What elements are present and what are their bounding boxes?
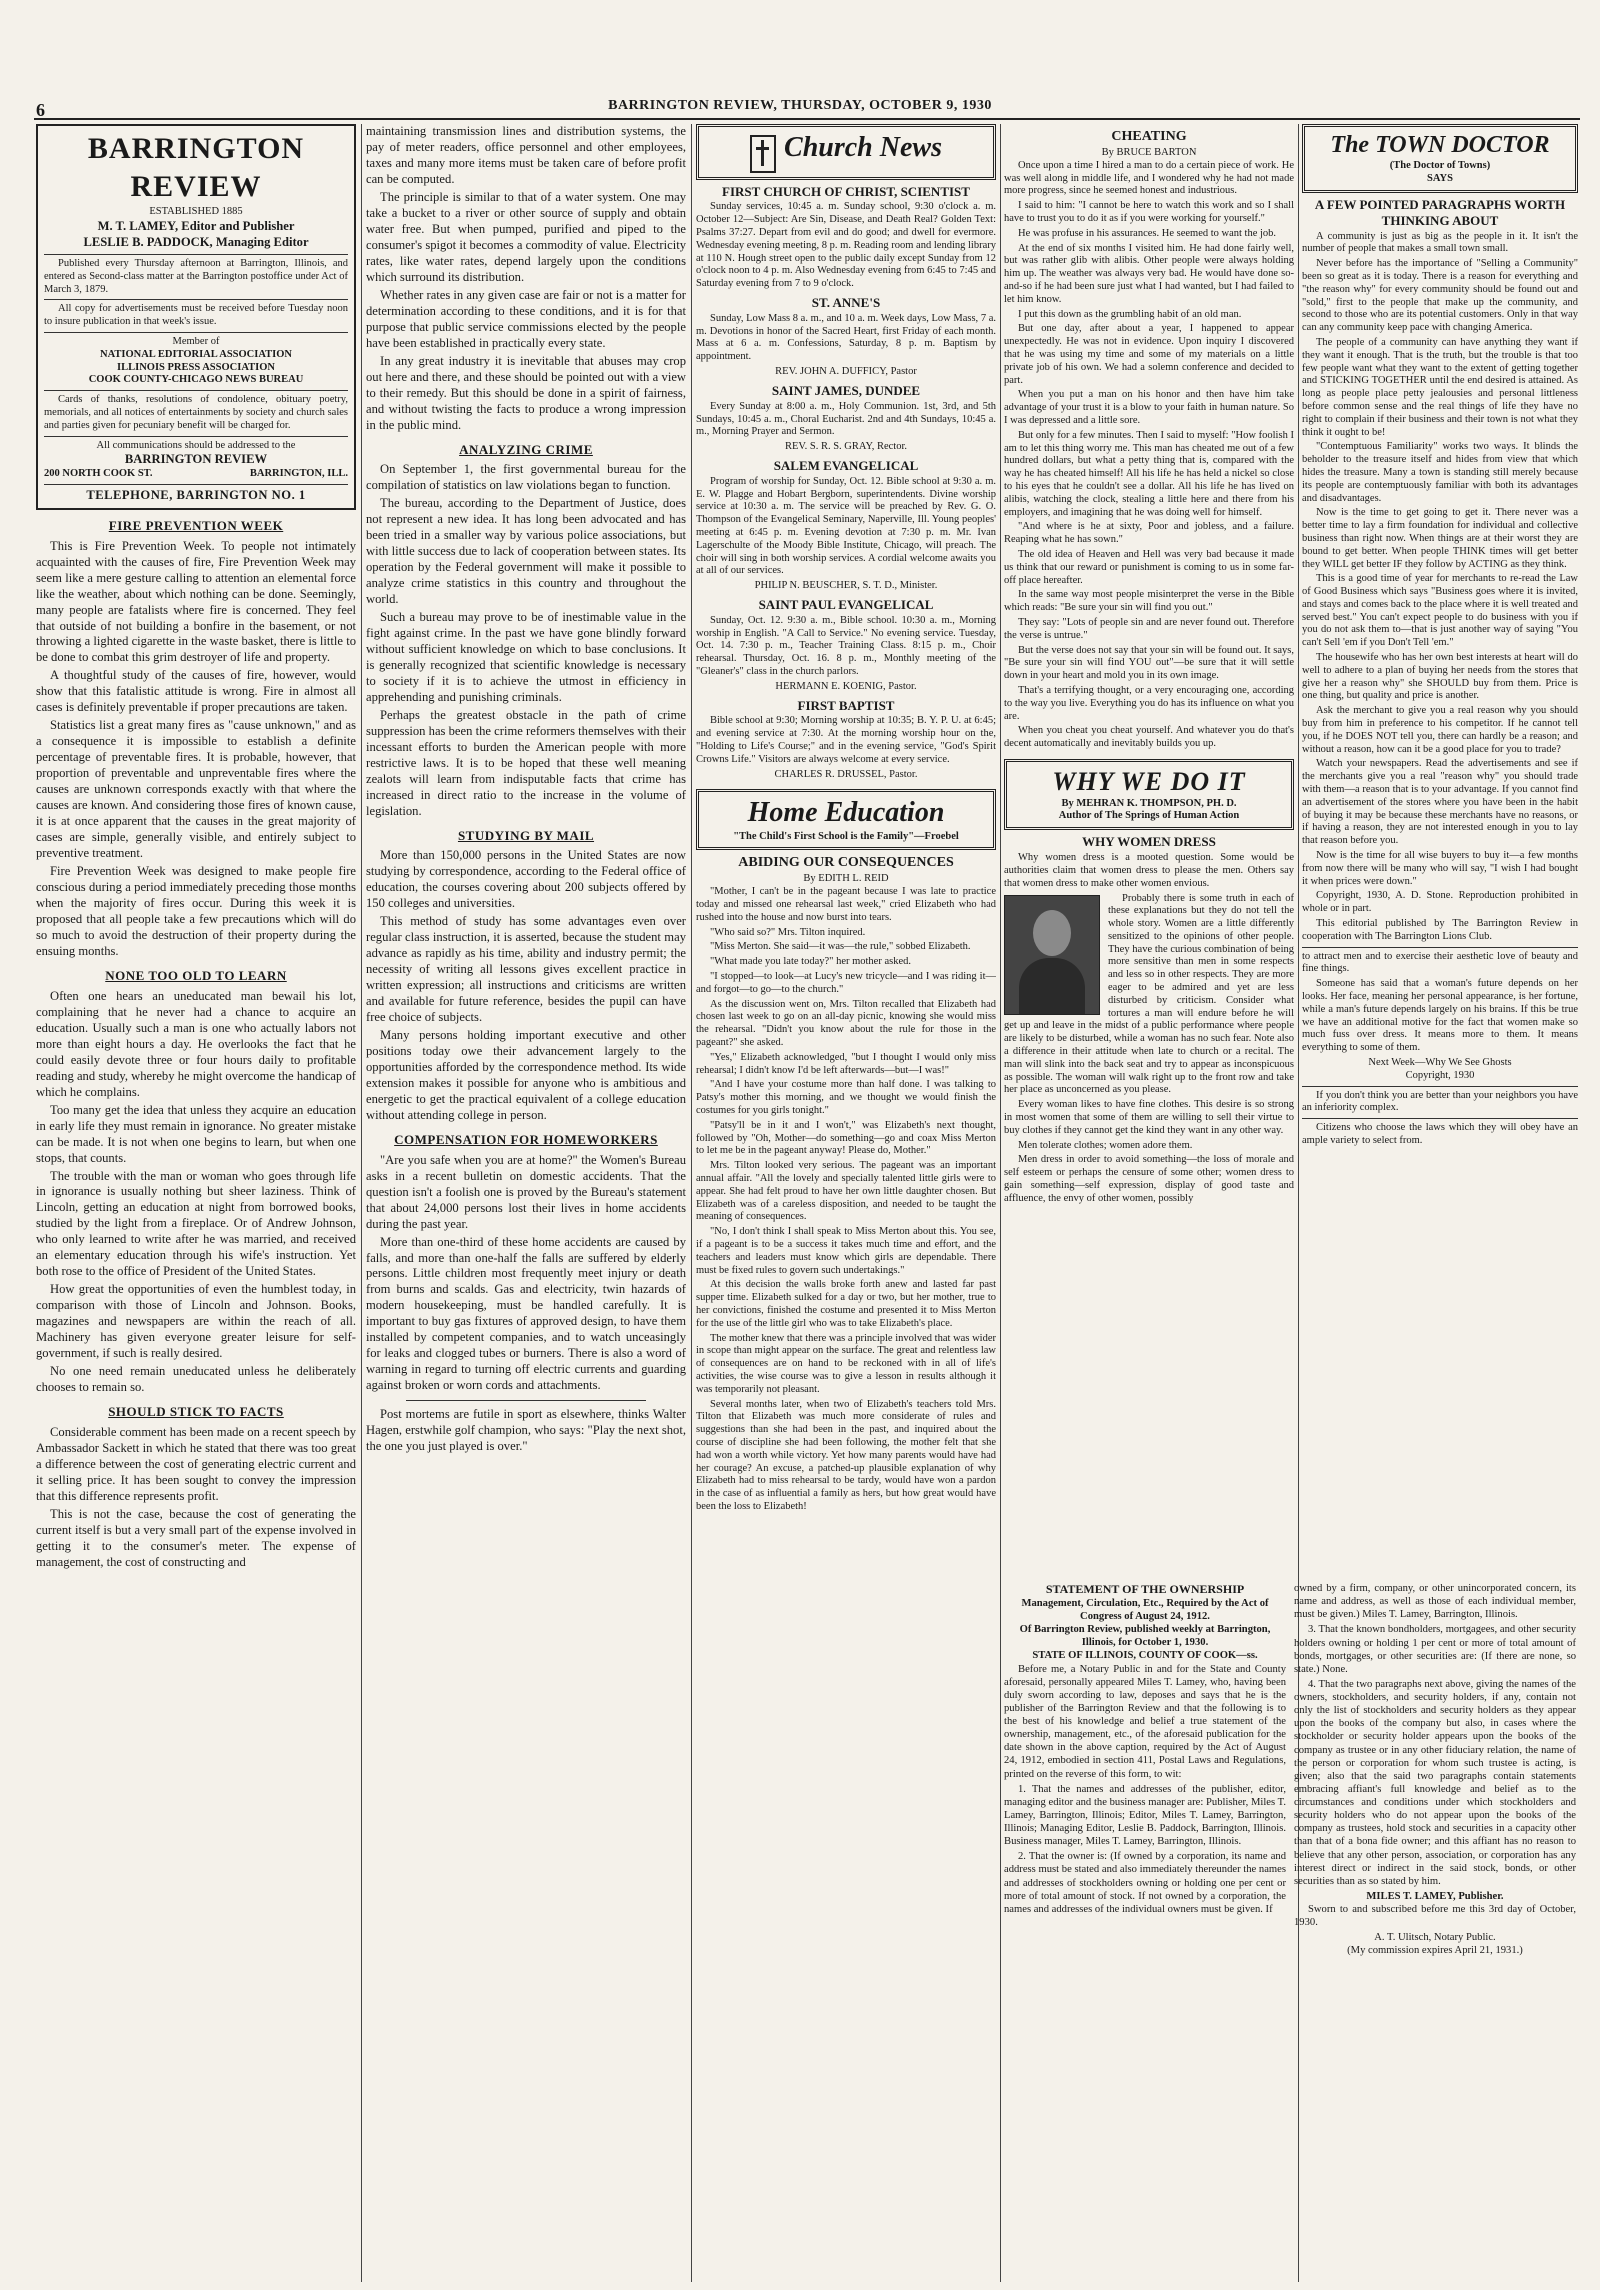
next-week-line: Next Week—Why We See Ghosts <box>1368 1056 1512 1068</box>
article-paragraph: Ask the merchant to give you a real reason why you should buy from him in preference to his competitor. If he cannot tell you, if he DOES NOT tell you, there can hardly be a reason; and without a reason, how can it be a good place for you to trade? <box>1302 705 1578 755</box>
article-paragraph: "Yes," Elizabeth acknowledged, "but I thought I would only miss rehearsal; I didn't know I'd be left afterwards—but—I was!" <box>696 1051 996 1076</box>
statement-subtitle: Management, Circulation, Etc., Required by the Act of Congress of August 24, 1912. <box>1021 1597 1269 1622</box>
commission-expiry: (My commission expires April 21, 1931.) <box>1347 1945 1523 1957</box>
article-paragraph: Several months later, when two of Elizabeth's teachers told Mrs. Tilton that Elizabeth was much more considerate of rules and suggestions than she had been in the past, and inquired about the course of discipline she had been following, the mother felt that she had won a worth while victory. Yet how many parents would have had her courage? An excuse, a patched-up plausible explanation of why Elizabeth had to miss rehearsal to be tardy, would have won a pardon in the case of as influential a family as hers, but how great would have been the loss to Elizabeth! <box>696 1398 996 1512</box>
article-paragraph: The bureau, according to the Department of Justice, does not represent a new idea. It has long been advocated and has been tried in a smaller way by various police associations, but with little success due to lack of cooperation between states. Its operation by the Federal government will make it possible to analyze crime statistics in this country and throughout the world. <box>366 496 686 607</box>
church-schedule: Bible school at 9:30; Morning worship at 10:35; B. Y. P. U. at 6:45; and evening service at 7:30. At the morning worship hour on the, "Holding to Life's Course;" and in the evening service, "God's Spirit Crowns Life." Visitors are always welcome at every service. <box>696 715 996 765</box>
article-paragraph: "Who said so?" Mrs. Tilton inquired. <box>710 926 866 938</box>
column-divider <box>1298 124 1299 2282</box>
banner-title: Home Education <box>747 797 945 829</box>
article-headline: FIRE PREVENTION WEEK <box>108 518 284 534</box>
author-portrait <box>1004 895 1100 1015</box>
article-paragraph: The people of a community can have anything they want if they want it enough. That is the truth, but the trouble is that too few people want what they want to the extent of getting together and STICKING TOGETHER until the end desired is attained. As long as people place petty jealousies and personal littleness before common sense and the real things of life they have no right to complain if their business and their town is not what they think it ought to be! <box>1302 336 1578 438</box>
statement-column-left <box>1004 1582 1286 1918</box>
article-paragraph: At the end of six months I visited him. He had done fairly well, but was rather glib with alibis. Other people were always holding him up. The weather was always very bad. He would have done so-and-so if he had been sure just what I had wanted, but I had failed to let him know. <box>1004 242 1294 305</box>
article-headline: STUDYING BY MAIL <box>457 827 595 843</box>
association-name: NATIONAL EDITORIAL ASSOCIATION <box>100 348 292 360</box>
street-address: 200 NORTH COOK ST. <box>44 468 153 480</box>
statement-signature: MILES T. LAMEY, Publisher. <box>1366 1890 1504 1902</box>
article-paragraph: "And I have your costume more than half done. I was talking to Patsy's mother this morning, and we thought we would finish the costumes for you girls tonight." <box>696 1079 996 1117</box>
article-paragraph: But the verse does not say that your sin will be found out. It says, "Be sure your sin will find YOU out"—be sure that it will settle down in your heart and mold you in its own image. <box>1004 644 1294 682</box>
pastor-signature: REV. JOHN A. DUFFICY, Pastor <box>775 366 917 378</box>
article-paragraph: When you put a man on his honor and then have him take advantage of your trust it is a blow to your faith in human nature. So I was depressed and a little sore. <box>1004 389 1294 427</box>
church-name: ST. ANNE'S <box>811 295 881 311</box>
statement-paragraph: 2. That the owner is: (If owned by a corporation, its name and address must be stated and also immediately thereunder the names and addresses of stockholders owning or holding one per cent or more of total amount of stock. If not owned by a corporation, the names and addresses of the individual owners must be given. If <box>1004 1851 1286 1915</box>
article-headline: A FEW POINTED PARAGRAPHS WORTH THINKING ABOUT <box>1314 196 1566 228</box>
church-schedule: Every Sunday at 8:00 a. m., Holy Communion. 1st, 3rd, and 5th Sundays, 10:45 a. m., Choral Eucharist. 2nd and 4th Sundays, 10:45 a. m., Morning Prayer and Sermon. <box>696 400 996 438</box>
article-paragraph: In the same way most people misinterpret the verse in the Bible which reads: "Be sure your sin will find you out." <box>1004 589 1294 614</box>
article-paragraph: "Miss Merton. She said—it was—the rule," sobbed Elizabeth. <box>710 941 971 953</box>
article-headline: ABIDING OUR CONSEQUENCES <box>738 855 954 871</box>
statement-state: STATE OF ILLINOIS, COUNTY OF COOK—ss. <box>1032 1650 1258 1662</box>
article-paragraph: Post mortems are futile in sport as elsewhere, thinks Walter Hagen, erstwhile golf champion, who says: "Play the next shot, the one you just played is over." <box>366 1407 686 1454</box>
article-paragraph: A community is just as big as the people in it. It isn't the number of people that makes a small town small. <box>1302 230 1578 255</box>
article-paragraph: Considerable comment has been made on a recent speech by Ambassador Sackett in which he stated that there was too great a difference between the cost of generating electric current and it selling price. It has been sought to convey the impression that this difference represents profit. <box>36 1424 356 1503</box>
column-divider <box>1000 124 1001 2282</box>
banner-subtitle: (The Doctor of Towns) <box>1389 160 1491 172</box>
publication-notice: Published every Thursday afternoon at Barrington, Illinois, and entered as Second-class matter at the Barrington postoffice under Act of March 3, 1879. <box>44 257 348 295</box>
article-paragraph: The trouble with the man or woman who goes through life in ignorance is usually nothing but sheer laziness. Think of Lincoln, getting an education at night from borrowed books, studied by the light from a fireplace. Or of Andrew Johnson, who only learned to write after he was married, and received an elementary education through his wife's instruction. Yet both rose to the office of President of the United States. <box>36 1168 356 1279</box>
article-paragraph: Watch your newspapers. Read the advertisements and see if the merchants give you a real "reason why" you should trade with them—a reason that is to your advantage. If you cannot find an advertisement of the stores where you have been in the habit of buying it may be because these merchants have no reasons, or if having a reason, they are not interested enough in you to lay that reason before you. <box>1302 758 1578 847</box>
pastor-signature: CHARLES R. DRUSSEL, Pastor. <box>774 768 918 780</box>
church-news-banner <box>696 124 996 180</box>
column-3 <box>696 124 996 2282</box>
article-paragraph: Citizens who choose the laws which they will obey have an ample variety to select from. <box>1302 1122 1578 1146</box>
city-address: BARRINGTON, ILL. <box>249 468 348 480</box>
article-paragraph: Now is the time to get going to get it. There never was a better time to lay a firm foundation for individual and collective business than right now. When things are at their worst they are bound to get better. When people THINK times will get better they WILL get better IF they follow by ACTING as they think. <box>1302 507 1578 570</box>
pastor-signature: HERMANN E. KOENIG, Pastor. <box>775 680 917 692</box>
article-paragraph: Why women dress is a mooted question. Some would be authorities claim that women dress to please the men. Others say that women dress to make other women envious. <box>1004 852 1294 889</box>
statement-title: STATEMENT OF THE OWNERSHIP <box>1045 1582 1245 1596</box>
church-schedule: Program of worship for Sunday, Oct. 12. Bible school at 9:30 a. m. E. W. Plagge and Hobart Bergborn, superintendents. Divine worship service at 10:30 a. m. The service will be preached by Rev. G. O. Thompson of the Evangelical Seminary, Naperville, Ill. Young peoples' meeting at 6:45 p. m. Evening devotion at 7:30 p. m. Mr. Ivan Lagerschulte of the Moody Bible Institute, Chicago, will preach. The choir will sing in both worship services. A cordial welcome awaits you at all of our services. <box>696 475 996 577</box>
home-education-banner <box>696 789 996 850</box>
article-paragraph: How great the opportunities of even the humblest today, in comparison with those of Lincoln and Johnson. Books, magazines and newspapers are within the reach of all. Machinery has given everyone greater leisure for self-government, if such is really desired. <box>36 1282 356 1361</box>
article-headline: WHY WOMEN DRESS <box>1082 834 1216 850</box>
article-paragraph: Perhaps the greatest obstacle in the path of crime suppression has been the crime reformers themselves with their incessant efforts to burden the American people with more restrictive laws. It is to be hoped that these well meaning zealots will learn from indisputable facts that crime has increased in direct ratio to the increase in the volume of legislation. <box>366 707 686 818</box>
banner-title: Church News <box>784 132 942 163</box>
banner-says: SAYS <box>1427 173 1453 185</box>
church-schedule: Sunday, Low Mass 8 a. m., and 10 a. m. Week days, Low Mass, 7 a. m. Devotions in honor of the Sacred Heart, first Friday of each month. Mass at 6 a. m. Confessions, Saturday, 8 p. m. Baptism by appointment. <box>696 312 996 363</box>
article-paragraph: Never before has the importance of "Selling a Community" been so great as it is today. There is a reason for everything and "the reason why" for every community should be found out and "sold," first to the people that make up the community, and second to those who are its potential customers. Only in that way can any community keep pace with changing America. <box>1302 258 1578 334</box>
article-paragraph: "Are you safe when you are at home?" the Women's Bureau asks in a recent bulletin on domestic accidents. That the question isn't a foolish one is proved by the Bureau's statement that about 24,000 persons lost their lives in home accidents during the past year. <box>366 1152 686 1231</box>
church-name: FIRST BAPTIST <box>797 697 895 713</box>
banner-title: WHY WE DO IT <box>1052 766 1246 796</box>
member-label: Member of <box>172 335 220 347</box>
article-paragraph: Once upon a time I hired a man to do a certain piece of work. He was well along in middle life, and I wondered why he had not made more progress, since he seemed honest and industrious. <box>1004 159 1294 197</box>
article-paragraph: Many persons holding important executive and other positions today owe their advancement largely to the opportunities afforded by the correspondence method. Its wide extension makes it possible for anyone who is ambitious and energetic to get the practical equivalent of a college education without attending college in person. <box>366 1028 686 1123</box>
copy-notice: All copy for advertisements must be received before Tuesday noon to insure publication in that week's issue. <box>44 303 348 328</box>
masthead-title: BARRINGTON REVIEW <box>87 132 305 204</box>
article-paragraph: They say: "Lots of people sin and are never found out. Therefore the verse is untrue." <box>1004 616 1294 641</box>
article-paragraph: The housewife who has her own best interests at heart will do well to adhere to a plan of buying her needs from the stores that give her a reason why" she SHOULD buy from them. Price is one thing, but quality and price is another. <box>1302 652 1578 702</box>
banner-byline: By MEHRAN K. THOMPSON, PH. D. <box>1061 797 1237 809</box>
article-paragraph: But one day, after about a year, I happened to appear unexpectedly. He was not in evidence. Upon inquiry I discovered that he was using my time and some of my materials on a little private job of his own. We had a solemn conference and decided to part. <box>1004 323 1294 386</box>
pastor-signature: REV. S. R. S. GRAY, Rector. <box>784 441 908 453</box>
article-paragraph: to attract men and to exercise their aesthetic love of beauty and fine things. <box>1302 950 1578 975</box>
address-title: BARRINGTON REVIEW <box>124 452 268 467</box>
cards-notice: Cards of thanks, resolutions of condolence, obituary poetry, memorials, and all notices of entertainments by society and church sales and parties given for pecuniary benefit will be charged for. <box>44 394 348 431</box>
article-paragraph: In any great industry it is inevitable that abuses may crop out here and there, and these should be pointed out with a view to their remedy. But this should be done in a spirit of fairness, and without twisting the facts to produce a wrong impression in the public mind. <box>366 353 686 432</box>
article-paragraph: The old idea of Heaven and Hell was very bad because it made us think that our reward or punishment is coming to us in some far-off place hereafter. <box>1004 548 1294 586</box>
editor-line: M. T. LAMEY, Editor and Publisher <box>97 218 295 233</box>
statement-paragraph: Before me, a Notary Public in and for the State and County aforesaid, personally appeared Miles T. Lamey, who, having been duly sworn according to law, deposes and says that he is the publisher of the Barrington Review and that the following is to the best of his knowledge and belief a true statement of the ownership, management, etc., of the aforesaid publication for the date shown in the above caption, required by the Act of August 24, 1912, embodied in section 411, Postal Laws and Regulations, printed on the reverse of this form, to wit: <box>1004 1663 1286 1780</box>
statement-publication: Of Barrington Review, published weekly at Barrington, Illinois, for October 1, 1930. <box>1019 1624 1271 1649</box>
article-paragraph: Men dress in order to avoid something—the loss of morale and self esteem or perhaps the censure of some other; women dress to gain something—self expression, display of good taste and affluence, the envy of other women, possibly <box>1004 1154 1294 1204</box>
statement-paragraph: 1. That the names and addresses of the publisher, editor, managing editor and the business manager are: Publisher, Miles T. Lamey, Barrington, Illinois; Editor, Miles T. Lamey, Barrington, Illinois; Managing Editor, Leslie B. Paddock, Barrington, Illinois. Business manager, Miles T. Lamey, Barrington, Illinois. <box>1004 1783 1286 1848</box>
article-paragraph: Statistics list a great many fires as "cause unknown," and as a consequence it is impossible to establish a definite percentage of preventable fires. It is probable, however, that proportion of preventable and unpreventable fires where the causes are unknown corresponds exactly with that where the causes are known. And considering those fires of known cause, it is at once apparent that the causes in the great majority of cases are simple, generally visible, and entirely subject to preventive treatment. <box>36 718 356 861</box>
column-1 <box>36 124 356 2282</box>
article-headline: COMPENSATION FOR HOMEWORKERS <box>394 1132 658 1148</box>
article-paragraph: A thoughtful study of the causes of fire, however, would show that this fatalistic attitude is wrong. Fire in almost all cases is definitely preventable if proper precautions are taken. <box>36 668 356 715</box>
article-headline: CHEATING <box>1111 129 1187 144</box>
article-paragraph: On September 1, the first governmental bureau for the compilation of statistics on law violations began to function. <box>366 462 686 493</box>
church-schedule: Sunday services, 10:45 a. m. Sunday school, 9:30 o'clock a. m. October 12—Subject: Are Sin, Disease, and Death Real? Golden Text: Psalms 37:27. Depart from evil and do good; and dwell for evermore. Wednesday evening meeting, 8 p. m. Reading room and lending library at 110 N. Hough street open to the public daily except Sunday from 12 o'clock noon to 4 p. m. Also Wednesday evening from 6:45 to 7:45 and Saturday evening from 7 to 9 o'clock. <box>696 201 996 290</box>
town-doctor-banner <box>1302 124 1578 193</box>
copyright-line: Copyright, 1930, A. D. Stone. Reproduction prohibited in whole or in part. <box>1302 890 1578 915</box>
article-paragraph: "Mother, I can't be in the pageant because I was late to practice today and missed one rehearsal last week," cried Elizabeth who had rushed into the house and now burst into tears. <box>696 886 996 923</box>
church-name: SALEM EVANGELICAL <box>773 457 919 473</box>
article-paragraph: "No, I don't think I shall speak to Miss Merton about this. You see, if a pageant is to be a success it takes much time and effort, and the teachers and leaders must know which girls are dependable. There must be fixed rules to govern such undertakings." <box>696 1226 996 1276</box>
article-paragraph: When you cheat you cheat yourself. And whatever you do that's decent automatically and inevitably builds you up. <box>1004 725 1294 750</box>
established-line: ESTABLISHED 1885 <box>149 206 243 218</box>
article-headline: NONE TOO OLD TO LEARN <box>105 968 287 984</box>
article-paragraph: "Contemptuous Familiarity" works two ways. It blinds the beholder to the treasure itself and hides from view that which hides the treasure. Many a town is standing still merely because its people are contemptuously familiar with both its advantages and disadvantages. <box>1302 441 1578 504</box>
article-byline: By EDITH L. REID <box>803 873 889 885</box>
statement-column-right <box>1294 1582 1576 1958</box>
article-paragraph: This editorial published by The Barrington Review in cooperation with The Barrington Lions Club. <box>1302 918 1578 942</box>
article-paragraph: More than 150,000 persons in the United States are now studying by correspondence, according to the Federal office of education, the courses covering about 200 subjects offered by 150 colleges and universities. <box>366 848 686 911</box>
banner-title: The TOWN DOCTOR <box>1330 132 1550 158</box>
article-paragraph: More than one-third of these home accidents are caused by falls, and more than one-half the falls are suffered by elderly persons. Little children most frequently meet injury or death from burns and scalds. Gas and electricity, twin hazards of modern housekeeping, must be handled carefully. It is important to buy gas fixtures of approved design, to have them installed by competent companies, and to watch unceasingly for leaks and clogged tubes or burners. There is also a word of warning in regard to turning off electric currents and guarding against broken or worn cords and attachments. <box>366 1234 686 1393</box>
article-paragraph: The mother knew that there was a principle involved that was wider in scope than might appear on the surface. The great and relentless law of consequences are on hand to be reckoned with in all of life's activities, the wise course was to give a lesson in results although it was temporarily not pleasant. <box>696 1332 996 1395</box>
column-divider <box>691 124 692 2282</box>
folio-line: BARRINGTON REVIEW, THURSDAY, OCTOBER 9, 1930 <box>608 98 992 113</box>
article-paragraph: Mrs. Tilton looked very serious. The pageant was an important annual affair. "All the lovely and specially talented little girls were to appear. She had felt proud to have her own little daughter chosen. But Elizabeth was of a careless disposition, and needed to be taught the meaning of consequences. <box>696 1160 996 1223</box>
article-paragraph: Probably there is some truth in each of these explanations but they do not tell the whole story. Women are a little differently sensitized to the opinions of other people. They have the curious combination of being more sensitive than men in some respects and less so in other respects. They are more eager to be admired and yet are less disturbed by criticism. Consider what tortures a man will endure before he will get up and leave in the midst of a public performance where people are likely to be disturbed, while a woman has no such fear. Note also a difference in their attitude when late to church or a recital. The man will slink into the back seat and try to appear as inconspicuous as possible. The woman will walk right up to the front row and take her place as unconcerned as you please. <box>1004 892 1294 1096</box>
article-paragraph: That's a terrifying thought, or a very encouraging one, according to the way you live. Everything you do has its influence on what you are. <box>1004 684 1294 722</box>
why-we-do-it-banner <box>1004 759 1294 830</box>
article-headline: SHOULD STICK TO FACTS <box>108 1404 284 1420</box>
article-paragraph: maintaining transmission lines and distribution systems, the pay of meter readers, office personnel and other employees, taxes and many more items must be taken care of before profit can be computed. <box>366 124 686 186</box>
page-number: 6 <box>36 100 45 120</box>
article-byline: By BRUCE BARTON <box>1101 147 1197 159</box>
article-paragraph: Fire Prevention Week was designed to make people fire conscious during a period immediately preceding those months when the majority of fires occur. During this week it is proposed that all people take a few precautions which will do so much to avoid the destruction of their property during the ensuing months. <box>36 864 356 959</box>
association-name: ILLINOIS PRESS ASSOCIATION <box>117 361 275 373</box>
article-paragraph: Every woman likes to have fine clothes. This desire is so strong in most women that some of them are willing to sell their virtue to buy clothes if they cannot get the kind they want in any other way. <box>1004 1099 1294 1136</box>
article-paragraph: The principle is similar to that of a water system. One may take a bucket to a river or other source of supply and obtain water free. But when pumped, purified and piped to the consumer's spigot it becomes a commodity of value. Electricity rates, like water rates, depend largely upon the conditions which surround its distribution. <box>366 189 686 284</box>
telephone-line: TELEPHONE, BARRINGTON NO. 1 <box>86 488 306 503</box>
managing-editor-line: LESLIE B. PADDOCK, Managing Editor <box>83 234 309 249</box>
article-paragraph: Too many get the idea that unless they acquire an education in early life they must remain in ignorance. No greater mistake can be made. It is not when one begins to learn, but when one stops, that counts. <box>36 1102 356 1165</box>
banner-author-note: Author of The Springs of Human Action <box>1058 810 1240 822</box>
statement-paragraph: Sworn to and subscribed before me this 3rd day of October, 1930. <box>1294 1904 1576 1929</box>
article-paragraph: I said to him: "I cannot be here to watch this work and so I shall have to trust you to do it as if you were working for yourself." <box>1004 200 1294 225</box>
banner-subtitle: "The Child's First School is the Family"—Froebel <box>733 830 959 842</box>
article-paragraph: Men tolerate clothes; women adore them. <box>1018 1139 1193 1151</box>
article-paragraph: Now is the time for all wise buyers to buy it—a few months from now there will be many who will say, "I wish I had bought it when prices were down." <box>1302 850 1578 887</box>
article-paragraph: If you don't think you are better than your neighbors you have an inferiority complex. <box>1302 1089 1578 1114</box>
column-4 <box>1004 124 1294 1575</box>
column-2 <box>366 124 686 2282</box>
masthead <box>36 124 356 510</box>
column-5 <box>1302 124 1578 1575</box>
article-paragraph: Such a bureau may prove to be of inestimable value in the fight against crime. In the past we have gone blindly forward without sufficient knowledge on which to base conclusions. It is generally recognized that scientific knowledge is necessary to society if it is to achieve the utmost in efficiency in apprehending and punishing criminals. <box>366 610 686 704</box>
cross-icon <box>750 135 776 173</box>
statement-paragraph: 3. That the known bondholders, mortgagees, and other security holders owning or holding 1 per cent or more of total amount of bonds, mortgages, or other securities are: (If there are none, so state.) None. <box>1294 1624 1576 1675</box>
article-paragraph: "What made you late today?" her mother asked. <box>710 956 911 968</box>
association-name: COOK COUNTY-CHICAGO NEWS BUREAU <box>88 374 304 386</box>
article-paragraph: Often one hears an uneducated man bewail his lot, complaining that he never had a chance to acquire an education. Usually such a man is one who actually labors not more than eight hours a day. He overlooks the fact that he could easily devote three or four hours daily to profitable reading and study, whereby he might overcome the handicap of which he complains. <box>36 988 356 1099</box>
article-paragraph: This method of study has some advantages even over regular class instruction, it is asserted, because the student may advance as rapidly as his time, ability and industry permit; the necessity of writing all lessons gives excellent practice in written expression; all instructions and criticisms are written and available for future reference, besides the pupil can have free choice of subjects. <box>366 914 686 1025</box>
church-schedule: Sunday, Oct. 12. 9:30 a. m., Bible school. 10:30 a. m., Morning worship in English. "A Call to Service." No evening service. Tuesday, Oct. 14. 7:30 p. m., Teacher Training Class. 8:15 p. m., Choir rehearsal. Thursday, Oct. 16. 8 p. m., Monthly meeting of the "Gleaner's" class in the church parlors. <box>696 614 996 677</box>
article-paragraph: But only for a few minutes. Then I said to myself: "How foolish I am to let this thing worry me. This man has cheated me out of a few hundred dollars, but what a petty thing that is, compared with the way he has cheated himself! All his life he has held a nickel so close to his eyes that he couldn't see a dollar. All his life he has lived on alibis, watching the clock, stealing a little here and there from his employers, and imagining that he was doing well for himself. <box>1004 429 1294 518</box>
church-name: SAINT JAMES, DUNDEE <box>771 382 921 398</box>
article-paragraph: This is a good time of year for merchants to re-read the Law of Good Business which says "Business goes where it is invited, and stays and comes back to the place where it is well treated and served best." You can't expect people to do business with you if you do not ask them to—that is just another way of saying "You can't Sell 'em if you Don't Tell 'em." <box>1302 573 1578 649</box>
article-paragraph: This is Fire Prevention Week. To people not intimately acquainted with the causes of fire, Fire Prevention Week may seem like a mere gesture calling to attention an elemental force like the weather, about which nothing can be done. Seemingly, many people are fatalists where fire is concerned. They feel that outside of not building a bonfire in the basement, or not throwing a lighted cigarette in the waste basket, there is little to be done to combat this grim destroyer of life and property. <box>36 538 356 665</box>
ownership-statement <box>1004 1582 1576 1958</box>
statement-paragraph: 4. That the two paragraphs next above, giving the names of the owners, stockholders, and security holders, if any, contain not only the list of stockholders and security holders as they appear upon the books of the company but also, in cases where the stockholder or security holder appears upon the books of the company as trustee or in any other fiduciary relation, the name of the person or corporation for whom such trustee is acting, is given; also that the said two paragraphs contain statements embracing affiant's full knowledge and belief as to the circumstances and conditions under which stockholders and security holders who do not appear upon the books of the company as trustees, hold stock and securities in a capacity other than that of a bona fide owner; and this affiant has no reason to believe that any other person, association, or corporation has any interest direct or indirect in the said stock, bonds, or other securities than as so stated by him. <box>1294 1678 1576 1887</box>
article-paragraph: He was profuse in his assurances. He seemed to want the job. <box>1018 227 1277 239</box>
article-paragraph: "Patsy'll be in it and I won't," was Elizabeth's next thought, followed by "Oh, Mother—do something—go and coax Miss Merton to let me be in the pageant anyway! Please do, Mother." <box>696 1119 996 1157</box>
article-paragraph: At this decision the walls broke forth anew and lasted far past supper time. Elizabeth sulked for a day or two, but her mother, true to her convictions, finished the costume and presented it to Miss Merton for the use of the little girl who was to take Elizabeth's place. <box>696 1279 996 1329</box>
column-divider <box>361 124 362 2282</box>
article-paragraph: This is not the case, because the cost of generating the current itself is but a very small part of the expense involved in getting it to the consumer's meter. The expense of management, the cost of constructing and <box>36 1506 356 1569</box>
church-name: FIRST CHURCH OF CHRIST, SCIENTIST <box>722 183 970 199</box>
top-rule <box>34 118 1580 120</box>
article-paragraph: Whether rates in any given case are fair or not is a matter for determination according to these conditions, and it is for that purpose that public service commissions elected by the people have been established in practically every state. <box>366 287 686 350</box>
article-paragraph: Someone has said that a woman's future depends on her looks. Her face, meaning her personal appearance, is her fortune, while a man's future depends largely on his brains. If this be true we have an additional motive for the fact that women make so much fuss over dress. It means more to them. It means everything to some of them. <box>1302 978 1578 1054</box>
statement-paragraph: owned by a firm, company, or other unincorporated concern, its name and address, as well as those of each individual member, must be given.) Miles T. Lamey, Barrington, Illinois. <box>1294 1583 1576 1621</box>
article-paragraph: No one need remain uneducated unless he deliberately chooses to remain so. <box>36 1364 356 1395</box>
copyright-line: Copyright, 1930 <box>1405 1069 1475 1081</box>
article-paragraph: I put this down as the grumbling habit of an old man. <box>1018 308 1242 320</box>
communications-notice: All communications should be addressed to the <box>96 439 296 451</box>
pastor-signature: PHILIP N. BEUSCHER, S. T. D., Minister. <box>754 580 938 592</box>
notary-name: A. T. Ulitsch, Notary Public. <box>1374 1932 1496 1944</box>
article-paragraph: "I stopped—to look—at Lucy's new tricycle—and I was riding it—and forgot—to go—to the church." <box>696 971 996 995</box>
article-headline: ANALYZING CRIME <box>459 441 593 457</box>
article-paragraph: As the discussion went on, Mrs. Tilton recalled that Elizabeth had chosen last week to go on an all-day picnic, knowing she would miss the rehearsal. "Didn't you know about the rule for those in the pageant?" she asked. <box>696 998 996 1049</box>
article-paragraph: "And where is he at sixty, Poor and jobless, and a failure. Reaping what he has sown." <box>1004 521 1294 546</box>
church-name: SAINT PAUL EVANGELICAL <box>758 596 934 612</box>
